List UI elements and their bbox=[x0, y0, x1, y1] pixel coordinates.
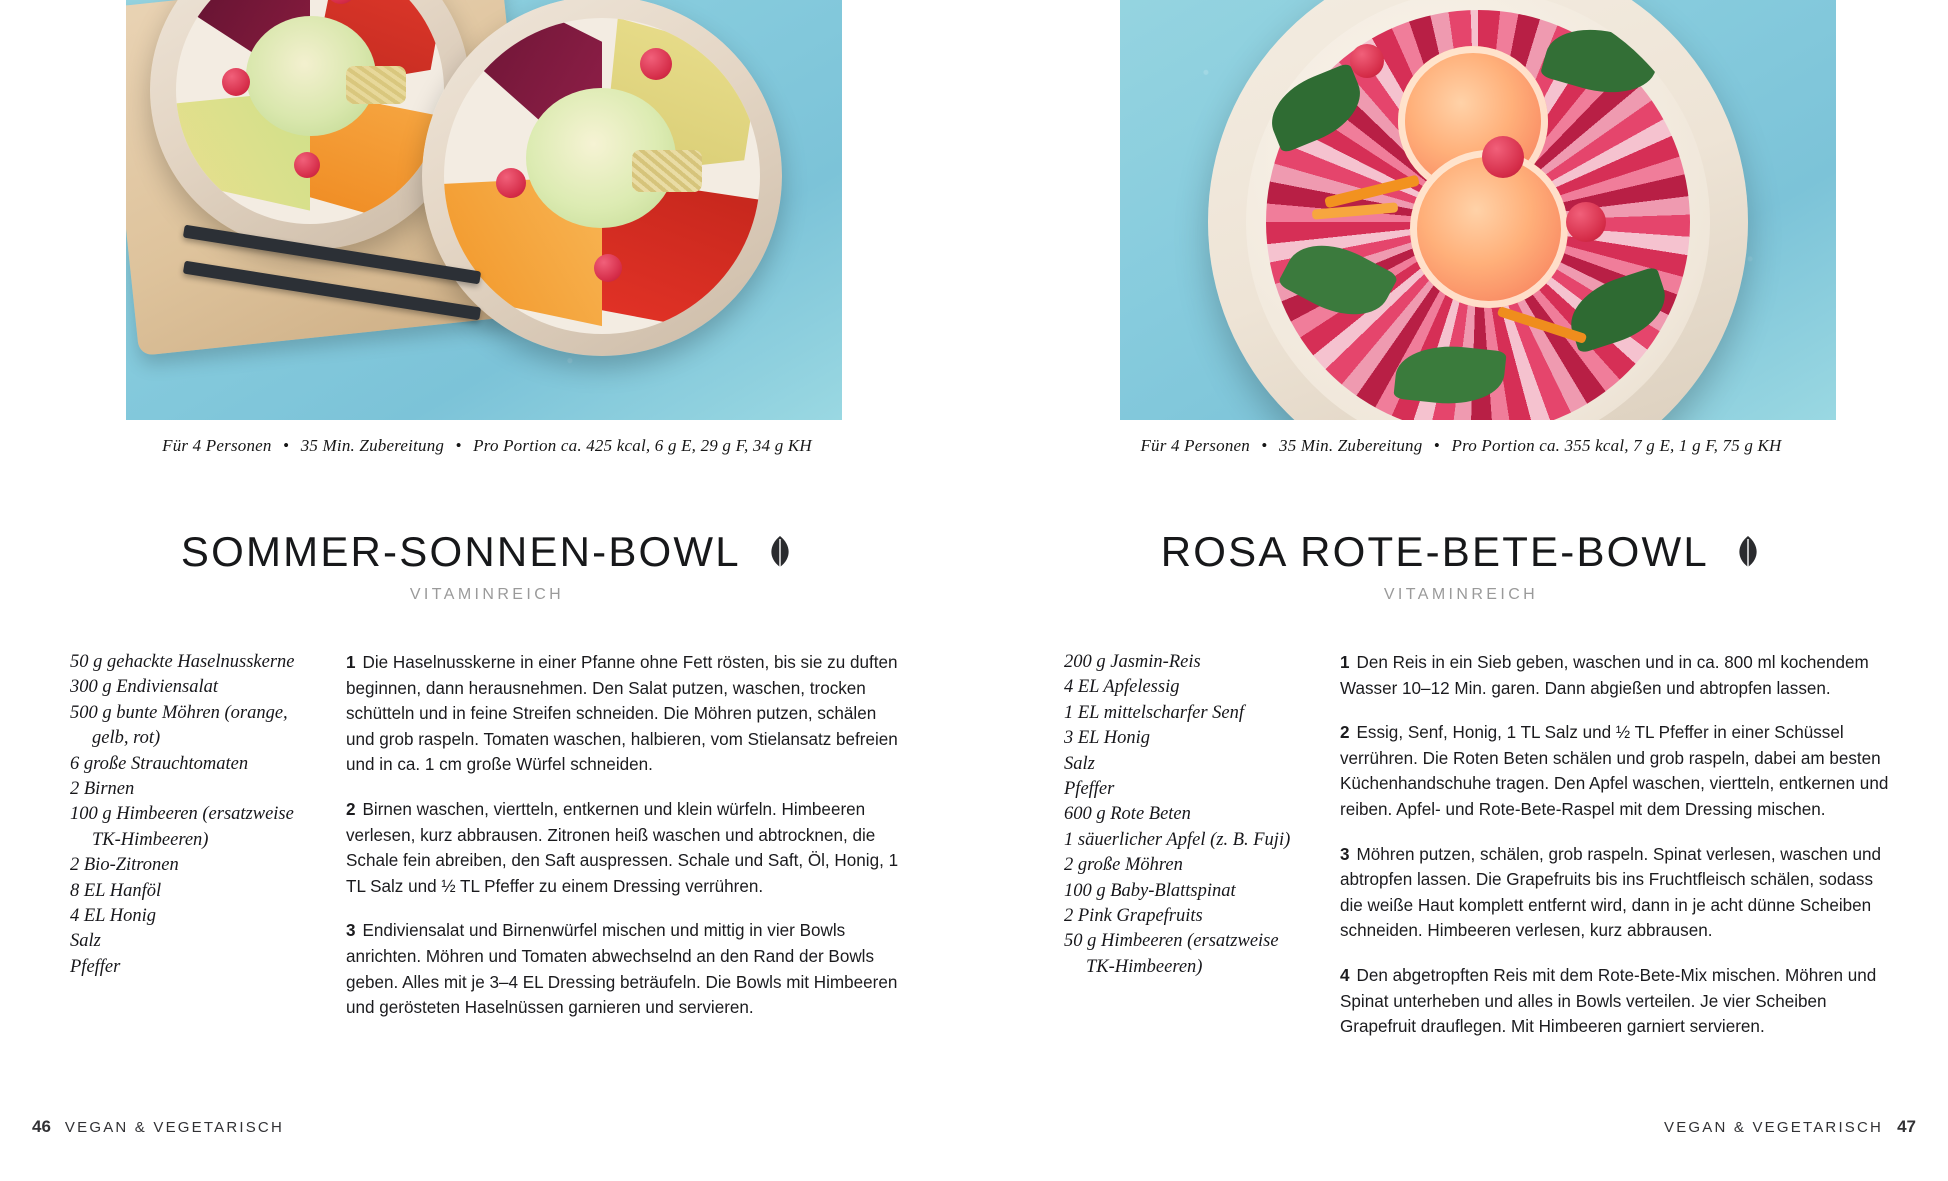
step bbox=[1340, 650, 1900, 701]
instruction-steps-left bbox=[346, 650, 906, 1040]
list-item: Salz bbox=[70, 931, 101, 952]
step-number: 1 bbox=[1340, 653, 1350, 672]
list-item: Salz bbox=[1064, 753, 1095, 774]
step-number: 2 bbox=[1340, 723, 1350, 743]
ingredient-list-right bbox=[1064, 650, 1314, 1059]
list-item: 50 g Himbeeren (ersatzweise bbox=[1064, 931, 1279, 952]
step bbox=[346, 918, 906, 1020]
leaf-icon bbox=[1735, 532, 1761, 580]
recipe-meta-right bbox=[974, 436, 1948, 456]
page-number: 46 bbox=[32, 1117, 51, 1136]
recipe-title-text: SOMMER-SONNEN-BOWL bbox=[180, 528, 740, 576]
step bbox=[346, 650, 906, 778]
list-item: 500 g bunte Möhren (orange, bbox=[70, 702, 288, 723]
meta-separator: • bbox=[283, 436, 290, 455]
recipe-photo-left bbox=[126, 0, 842, 420]
page-title-right bbox=[974, 528, 1948, 580]
step bbox=[1340, 720, 1900, 822]
step-text: Möhren putzen, schälen, grob raspeln. Spinat verlesen, waschen und abtropfen lassen. Die Grapefruits bis ins Fruchtfleisch schälen, sodass die weiße Haut komplett entfernt wird, dann in je acht dünne Scheiben schneiden. Himbeeren verlesen, kurz abbrausen. bbox=[1340, 844, 1882, 941]
step-number: 2 bbox=[346, 799, 356, 819]
list-item: 200 g Jasmin-Reis bbox=[1064, 652, 1201, 672]
list-item: 4 EL Apfelessig bbox=[1064, 677, 1180, 698]
salad-bowl-left-2 bbox=[422, 0, 782, 356]
nutrition: Pro Portion ca. 355 kcal, 7 g E, 1 g F, 75 g KH bbox=[1451, 436, 1782, 455]
list-item: 2 Pink Grapefruits bbox=[1064, 906, 1203, 927]
recipe-body-left bbox=[70, 650, 910, 1040]
leaf-icon bbox=[767, 532, 793, 580]
list-item: 3 EL Honig bbox=[1064, 728, 1151, 749]
step-text: Die Haselnusskerne in einer Pfanne ohne Fett rösten, bis sie zu duften beginnen, dann herausnehmen. Den Salat putzen, waschen, trocken schütteln und in feine Streifen schneiden. Die Möhren putzen, schälen und grob raspeln. Tomaten waschen, halbieren, vom Stielansatz befreien und in ca. 1 cm große Würfel schneiden. bbox=[346, 653, 898, 775]
servings: Für 4 Personen bbox=[162, 436, 272, 455]
recipe-subtitle-left: VITAMINREICH bbox=[409, 586, 565, 603]
list-item: 1 säuerlicher Apfel (z. B. Fuji) bbox=[1064, 829, 1291, 850]
footer-left bbox=[32, 1117, 284, 1137]
step bbox=[1340, 963, 1900, 1040]
list-item: 8 EL Hanföl bbox=[70, 880, 162, 901]
step-number: 1 bbox=[346, 653, 356, 672]
list-item: 4 EL Honig bbox=[70, 906, 157, 927]
step-text: Den abgetropften Reis mit dem Rote-Bete-Mix mischen. Möhren und Spinat unterheben und alles in Bowls verteilen. Je vier Scheiben Grapefruit drauflegen. Mit Himbeeren garniert servieren. bbox=[1340, 965, 1877, 1037]
list-item: 100 g Himbeeren (ersatzweise bbox=[70, 804, 294, 825]
recipe-body-right bbox=[1064, 650, 1904, 1059]
list-item: 2 Bio-Zitronen bbox=[70, 855, 179, 876]
prep-time: 35 Min. Zubereitung bbox=[1279, 436, 1423, 455]
footer-section-label: VEGAN & VEGETARISCH bbox=[64, 1119, 284, 1136]
list-item: TK-Himbeeren) bbox=[92, 829, 209, 850]
recipe-subtitle-right: VITAMINREICH bbox=[1383, 586, 1539, 603]
page-right bbox=[974, 0, 1948, 1181]
step-number: 4 bbox=[1340, 965, 1350, 985]
footer-section-label: VEGAN & VEGETARISCH bbox=[1664, 1119, 1884, 1136]
list-item: Pfeffer bbox=[1064, 779, 1115, 800]
ingredient-list-left bbox=[70, 650, 320, 1040]
list-item: TK-Himbeeren) bbox=[1086, 956, 1203, 977]
nutrition: Pro Portion ca. 425 kcal, 6 g E, 29 g F, 34 g KH bbox=[473, 436, 812, 455]
step bbox=[1340, 842, 1900, 944]
recipe-photo-right bbox=[1120, 0, 1836, 420]
step-text: Essig, Senf, Honig, 1 TL Salz und ½ TL Pfeffer in einer Schüssel verrühren. Die Roten Beten schälen und grob raspeln, dabei am besten Küchenhandschuhe tragen. Den Apfel waschen, viertteln, entkernen und reiben. Apfel- und Rote-Bete-Raspel mit dem Dressing mischen. bbox=[1340, 723, 1889, 819]
list-item: gelb, rot) bbox=[92, 728, 161, 749]
page-title-left bbox=[0, 528, 974, 580]
meta-separator: • bbox=[455, 436, 462, 455]
instruction-steps-right bbox=[1340, 650, 1900, 1059]
list-item: Pfeffer bbox=[70, 956, 121, 977]
list-item: 6 große Strauchtomaten bbox=[70, 753, 249, 774]
list-item: 600 g Rote Beten bbox=[1064, 804, 1191, 825]
recipe-title-text: ROSA ROTE-BETE-BOWL bbox=[1160, 528, 1708, 576]
meta-separator: • bbox=[1433, 436, 1441, 455]
step-number: 3 bbox=[1340, 844, 1350, 864]
list-item: 300 g Endiviensalat bbox=[70, 677, 218, 698]
step-text: Den Reis in ein Sieb geben, waschen und in ca. 800 ml kochendem Wasser 10–12 Min. garen. Dann abgießen und abtropfen lassen. bbox=[1340, 653, 1869, 698]
list-item: 2 Birnen bbox=[70, 779, 135, 800]
step-text: Endiviensalat und Birnenwürfel mischen und mittig in vier Bowls anrichten. Möhren und Tomaten abwechselnd an den Rand der Bowls geben. Alles mit je 3–4 EL Dressing beträufeln. Die Bowls mit Himbeeren und gerösteten Haselnüssen garnieren und servieren. bbox=[346, 921, 898, 1018]
footer-right bbox=[1664, 1117, 1916, 1137]
step-text: Birnen waschen, viertteln, entkernen und klein würfeln. Himbeeren verlesen, kurz abbrausen. Zitronen heiß waschen und abtrocknen, die Schale fein abreiben, den Saft auspressen. Schale und Saft, Öl, Honig, 1 TL Salz und ½ TL Pfeffer zu einem Dressing verrühren. bbox=[346, 799, 899, 896]
servings: Für 4 Personen bbox=[1140, 436, 1250, 455]
list-item: 100 g Baby-Blattspinat bbox=[1064, 880, 1236, 901]
page-number: 47 bbox=[1897, 1117, 1916, 1136]
list-item: 50 g gehackte Haselnusskerne bbox=[70, 652, 295, 672]
list-item: 1 EL mittelscharfer Senf bbox=[1064, 702, 1245, 723]
salad-bowl-right bbox=[1208, 0, 1748, 420]
prep-time: 35 Min. Zubereitung bbox=[300, 436, 445, 455]
list-item: 2 große Möhren bbox=[1064, 855, 1183, 876]
step-number: 3 bbox=[346, 921, 356, 941]
meta-separator: • bbox=[1261, 436, 1268, 455]
recipe-meta-left bbox=[0, 436, 974, 456]
step bbox=[346, 797, 906, 899]
